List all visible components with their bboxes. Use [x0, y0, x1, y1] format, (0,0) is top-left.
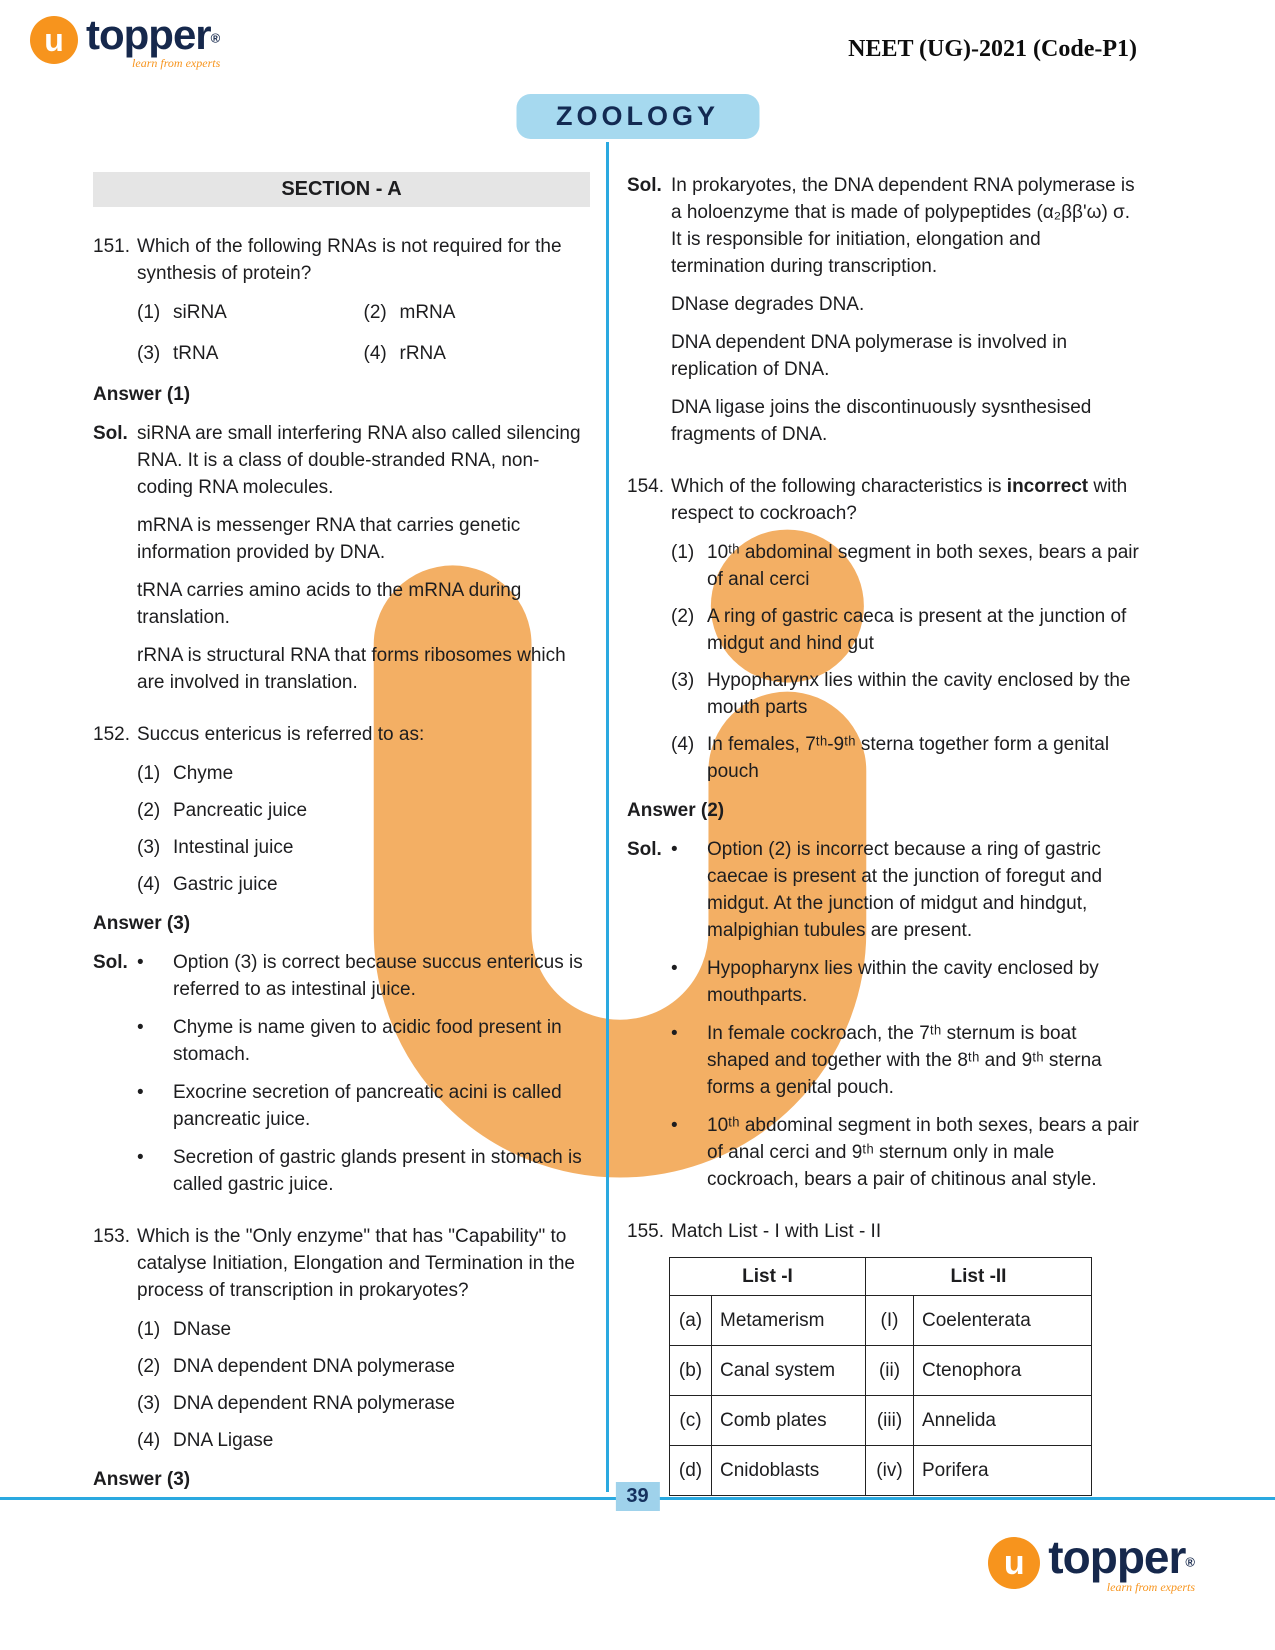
options-154 — [671, 539, 1139, 785]
topper-logo-footer — [988, 1531, 1195, 1595]
option-text: DNase — [173, 1319, 232, 1340]
option-text: Chyme — [173, 763, 234, 784]
brand-text-block — [1048, 1531, 1195, 1595]
question-number: 155. — [627, 1221, 664, 1242]
option — [671, 731, 1139, 785]
question-number: 151. — [93, 236, 130, 257]
match-list-table — [669, 1257, 1092, 1496]
right-column — [627, 172, 1139, 1496]
option — [364, 299, 591, 326]
row-left-label: (c) — [670, 1396, 712, 1446]
solution-bullet — [671, 836, 1139, 944]
option-label: (1) — [671, 542, 695, 563]
question-155 — [627, 1218, 1139, 1496]
logo-letter: u — [44, 22, 64, 58]
option-text: Hypopharynx lies within the cavity enclosed by the mouth parts — [707, 670, 1131, 718]
registered-mark: ® — [1185, 1554, 1195, 1570]
bullet-text: Chyme is name given to acidic food present in stomach. — [173, 1017, 562, 1065]
option-text: rRNA — [399, 343, 446, 364]
bullet-icon: • — [137, 1147, 144, 1168]
option-label: (2) — [671, 606, 695, 627]
logo-letter: u — [1003, 1544, 1025, 1582]
bullet-text: Exocrine secretion of pancreatic acini is called pancreatic juice. — [173, 1082, 562, 1130]
table-header-list1: List -I — [670, 1258, 866, 1296]
left-column — [93, 172, 590, 1505]
row-right-text: Annelida — [914, 1396, 1092, 1446]
option-label: (1) — [137, 763, 161, 784]
row-right-text: Porifera — [914, 1446, 1092, 1496]
question-number: 154. — [627, 476, 664, 497]
row-left-text: Metamerism — [712, 1296, 866, 1346]
row-right-text: Ctenophora — [914, 1346, 1092, 1396]
option-label: (4) — [363, 343, 387, 364]
option-label: (1) — [137, 1319, 161, 1340]
bullet-text: Option (3) is correct because succus entericus is referred to as intestinal juice. — [173, 952, 583, 1000]
solution-paragraph: siRNA are small interfering RNA also called silencing RNA. It is a class of double-stranded RNA, non-coding RNA molecules. — [137, 423, 581, 498]
solution-paragraph: In prokaryotes, the DNA dependent RNA polymerase is a holoenzyme that is made of polypeptides (α₂ββ'ω) σ. It is responsible for initiation, elongation and termination during transcription. — [671, 175, 1135, 277]
bullet-icon: • — [137, 1082, 144, 1103]
question-text: Which is the "Only enzyme" that has "Capability" to catalyse Initiation, Elongation and Termination in the process of transcription in prokaryotes? — [137, 1226, 575, 1301]
option-label: (3) — [137, 837, 161, 858]
solution-bullet — [137, 1079, 590, 1133]
option — [137, 871, 590, 898]
question-number: 152. — [93, 724, 130, 745]
brand-name: topper — [86, 11, 211, 58]
answer-152: Answer (3) — [93, 913, 191, 934]
solution-paragraph: mRNA is messenger RNA that carries genetic information provided by DNA. — [137, 515, 521, 563]
option — [137, 1427, 590, 1454]
option — [137, 797, 590, 824]
option-label: (3) — [137, 343, 161, 364]
bullet-icon: • — [137, 1017, 144, 1038]
option — [137, 834, 590, 861]
option-label: (3) — [671, 670, 695, 691]
solution-151 — [93, 420, 590, 707]
solution-bullet — [137, 949, 590, 1003]
solution-bullet — [137, 1014, 590, 1068]
solution-153 — [627, 172, 1139, 459]
row-left-text: Cnidoblasts — [712, 1446, 866, 1496]
bullet-icon: • — [671, 839, 678, 860]
solution-label: Sol. — [93, 423, 128, 444]
option — [137, 760, 590, 787]
option-text: 10ᵗʰ abdominal segment in both sexes, bears a pair of anal cerci — [707, 542, 1139, 590]
subject-badge: ZOOLOGY — [516, 94, 759, 139]
table-row — [670, 1446, 1092, 1496]
bullet-icon: • — [671, 1023, 678, 1044]
solution-body — [671, 836, 1139, 1204]
row-right-label: (iii) — [866, 1396, 914, 1446]
answer-151: Answer (1) — [93, 384, 191, 405]
option-text: DNA Ligase — [173, 1430, 274, 1451]
option-label: (1) — [137, 302, 161, 323]
table-row — [670, 1396, 1092, 1446]
option-text: mRNA — [399, 302, 456, 323]
brand-name: topper — [1048, 1531, 1186, 1583]
option — [671, 667, 1139, 721]
option-text: A ring of gastric caeca is present at the junction of midgut and hind gut — [707, 606, 1127, 654]
option-text: DNA dependent RNA polymerase — [173, 1393, 455, 1414]
solution-bullet — [671, 1112, 1139, 1193]
row-left-text: Comb plates — [712, 1396, 866, 1446]
option-label: (4) — [671, 734, 695, 755]
solution-label: Sol. — [627, 839, 662, 860]
exam-title: NEET (UG)-2021 (Code-P1) — [848, 36, 1137, 62]
option-text: siRNA — [173, 302, 227, 323]
solution-152 — [93, 949, 590, 1209]
row-left-label: (a) — [670, 1296, 712, 1346]
row-right-text: Coelenterata — [914, 1296, 1092, 1346]
question-text-part: Which of the following characteristics is — [671, 476, 1007, 497]
column-divider — [606, 142, 609, 1492]
option-label: (3) — [137, 1393, 161, 1414]
option — [137, 340, 364, 367]
answer-153: Answer (3) — [93, 1469, 191, 1490]
solution-bullet — [137, 1144, 590, 1198]
solution-bullet — [671, 1020, 1139, 1101]
question-text: Succus entericus is referred to as: — [137, 724, 425, 745]
question-153 — [93, 1223, 590, 1493]
table-header-list2: List -II — [866, 1258, 1092, 1296]
row-right-label: (I) — [866, 1296, 914, 1346]
option-label: (2) — [137, 1356, 161, 1377]
row-left-label: (d) — [670, 1446, 712, 1496]
option — [671, 603, 1139, 657]
bullet-icon: • — [137, 952, 144, 973]
row-left-text: Canal system — [712, 1346, 866, 1396]
solution-body — [137, 420, 590, 707]
question-number: 153. — [93, 1226, 130, 1247]
option-label: (2) — [363, 302, 387, 323]
registered-mark: ® — [210, 30, 221, 46]
solution-body — [671, 172, 1139, 459]
solution-paragraph: DNA ligase joins the discontinuously sysnthesised fragments of DNA. — [671, 397, 1092, 445]
topper-logo — [30, 11, 221, 71]
question-152 — [93, 721, 590, 1209]
topper-logo-icon — [988, 1537, 1040, 1589]
option — [137, 1316, 590, 1343]
options-153 — [137, 1316, 590, 1454]
bullet-icon: • — [671, 958, 678, 979]
brand-tagline: learn from experts — [1106, 1580, 1195, 1595]
option-text: Intestinal juice — [173, 837, 294, 858]
row-left-label: (b) — [670, 1346, 712, 1396]
table-header-row — [670, 1258, 1092, 1296]
topper-logo-icon — [30, 16, 78, 64]
question-text — [671, 473, 1139, 527]
brand-tagline: learn from experts — [132, 56, 221, 70]
options-152 — [137, 760, 590, 898]
solution-154 — [627, 836, 1139, 1204]
option — [137, 1390, 590, 1417]
option — [137, 1353, 590, 1380]
section-header: SECTION - A — [93, 172, 590, 207]
option-label: (4) — [137, 874, 161, 895]
solution-paragraph: DNase degrades DNA. — [671, 294, 865, 315]
option-label: (2) — [137, 800, 161, 821]
bullet-text: Hypopharynx lies within the cavity enclosed by mouthparts. — [707, 958, 1099, 1006]
option — [671, 539, 1139, 593]
solution-paragraph: tRNA carries amino acids to the mRNA during translation. — [137, 580, 522, 628]
question-151 — [93, 233, 590, 707]
option-text: Pancreatic juice — [173, 800, 308, 821]
option — [137, 299, 364, 326]
bullet-text: 10ᵗʰ abdominal segment in both sexes, bears a pair of anal cerci and 9ᵗʰ sternum only in male cockroach, bears a pair of chitinous anal style. — [707, 1115, 1139, 1190]
solution-label: Sol. — [93, 952, 128, 973]
bullet-text: In female cockroach, the 7ᵗʰ sternum is boat shaped and together with the 8ᵗʰ and 9ᵗʰ sterna forms a genital pouch. — [707, 1023, 1102, 1098]
brand-text-block — [86, 11, 221, 71]
question-154 — [627, 473, 1139, 1204]
solution-paragraph: rRNA is structural RNA that forms ribosomes which are involved in translation. — [137, 645, 566, 693]
question-text-bold: incorrect — [1006, 476, 1089, 497]
table-row — [670, 1296, 1092, 1346]
option-text: In females, 7ᵗʰ-9ᵗʰ sterna together form a genital pouch — [707, 734, 1110, 782]
solution-body — [137, 949, 590, 1209]
solution-label: Sol. — [627, 175, 662, 196]
bullet-text: Secretion of gastric glands present in stomach is called gastric juice. — [173, 1147, 582, 1195]
row-right-label: (ii) — [866, 1346, 914, 1396]
option-text: tRNA — [173, 343, 219, 364]
solution-bullet — [671, 955, 1139, 1009]
solution-paragraph: DNA dependent DNA polymerase is involved in replication of DNA. — [671, 332, 1068, 380]
option-text: DNA dependent DNA polymerase — [173, 1356, 455, 1377]
bullet-icon: • — [671, 1115, 678, 1136]
options-151 — [137, 299, 590, 367]
row-right-label: (iv) — [866, 1446, 914, 1496]
option — [364, 340, 591, 367]
table-row — [670, 1346, 1092, 1396]
option-label: (4) — [137, 1430, 161, 1451]
page-number-badge: 39 — [615, 1482, 659, 1511]
question-text: Match List - I with List - II — [671, 1221, 882, 1242]
answer-154: Answer (2) — [627, 800, 725, 821]
question-text: Which of the following RNAs is not required for the synthesis of protein? — [137, 236, 562, 284]
question-text-part: with respect to cockroach? — [671, 476, 1128, 524]
bullet-text: Option (2) is incorrect because a ring of gastric caecae is present at the junction of foregut and midgut. At the junction of midgut and hindgut, malpighian tubules are present. — [707, 839, 1103, 941]
option-text: Gastric juice — [173, 874, 278, 895]
